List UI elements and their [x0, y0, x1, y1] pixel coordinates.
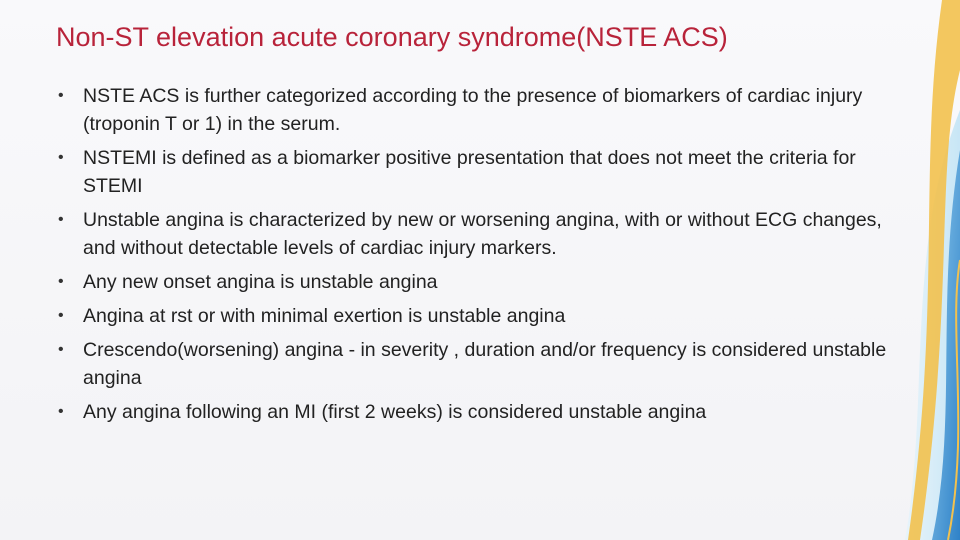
- bullet-item: [56, 206, 916, 262]
- bullet-dot-icon: •: [58, 87, 64, 104]
- bullet-item: [56, 82, 916, 138]
- bullet-dot-icon: •: [58, 211, 64, 228]
- bullet-text: Any angina following an MI (first 2 weeks) is considered unstable angina: [83, 401, 707, 423]
- bullet-dot-icon: •: [58, 273, 64, 290]
- bullet-text: Unstable angina is characterized by new or worsening angina, with or without ECG changes, and without detectable levels of cardiac injury markers.: [83, 209, 882, 259]
- bullet-item: [56, 144, 916, 200]
- bullet-text: Crescendo(worsening) angina - in severity , duration and/or frequency is considered unstable angina: [83, 339, 887, 389]
- gold-accent-line: [948, 260, 960, 540]
- slide-title: Non-ST elevation acute coronary syndrome(NSTE ACS): [56, 22, 728, 52]
- blue-wave: [932, 150, 960, 540]
- bullet-dot-icon: •: [58, 307, 64, 324]
- bullet-dot-icon: •: [58, 403, 64, 420]
- bullet-list: [56, 82, 916, 432]
- bullet-item: [56, 268, 916, 296]
- bullet-item: [56, 336, 916, 392]
- bullet-text: NSTE ACS is further categorized according to the presence of biomarkers of cardiac injury (troponin T or 1) in the serum.: [83, 85, 863, 135]
- bullet-dot-icon: •: [58, 149, 64, 166]
- bullet-text: Any new onset angina is unstable angina: [83, 271, 438, 293]
- bullet-dot-icon: •: [58, 341, 64, 358]
- bullet-item: [56, 398, 916, 426]
- bullet-text: Angina at rst or with minimal exertion is unstable angina: [83, 305, 566, 327]
- bullet-text: NSTEMI is defined as a biomarker positive presentation that does not meet the criteria for STEMI: [83, 147, 856, 197]
- bullet-item: [56, 302, 916, 330]
